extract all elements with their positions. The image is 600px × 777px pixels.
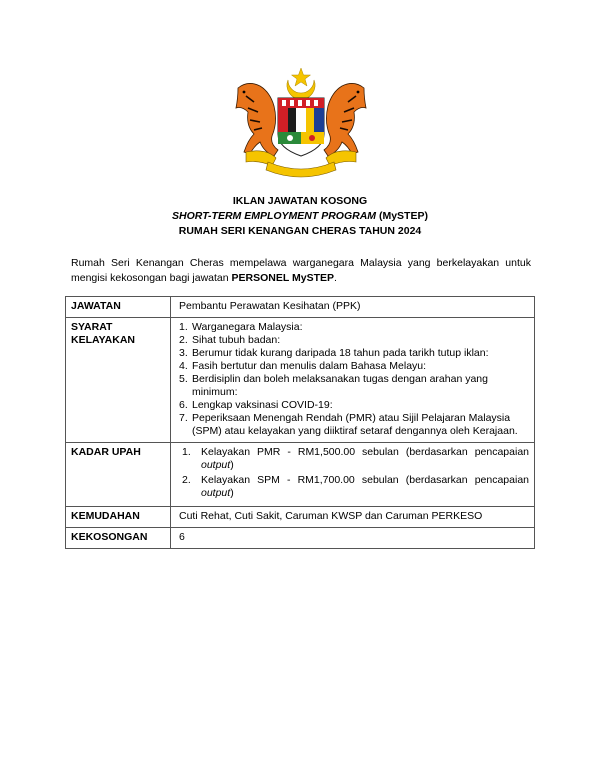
list-number: 7.	[179, 412, 188, 424]
title-line-2-italic: SHORT-TERM EMPLOYMENT PROGRAM	[172, 210, 377, 222]
table-row	[66, 297, 535, 318]
list-text: Warganegara Malaysia:	[192, 321, 303, 333]
list-text-italic: output	[201, 487, 231, 499]
list-item	[179, 412, 529, 438]
list-number: 5.	[179, 373, 188, 385]
list-number: 2.	[182, 474, 191, 486]
table-row	[66, 507, 535, 528]
list-number: 3.	[179, 347, 188, 359]
title-line-2	[0, 209, 600, 224]
row-label-jawatan: JAWATAN	[66, 297, 171, 318]
row-label-syarat: SYARAT KELAYAKAN	[66, 318, 171, 443]
list-item	[179, 446, 529, 472]
list-number: 4.	[179, 360, 188, 372]
list-text: Lengkap vaksinasi COVID-19:	[192, 399, 333, 411]
table-row	[66, 318, 535, 443]
row-label-kemudahan: KEMUDAHAN	[66, 507, 171, 528]
title-block	[0, 194, 600, 239]
list-text: Sihat tubuh badan:	[192, 334, 281, 346]
row-label-kadar: KADAR UPAH	[66, 443, 171, 507]
list-number: 2.	[179, 334, 188, 346]
list-item	[179, 373, 529, 399]
intro-position: PERSONEL MySTEP	[231, 272, 335, 284]
list-text: Berumur tidak kurang daripada 18 tahun pada tarikh tutup iklan:	[192, 347, 489, 359]
row-label-kekosongan: KEKOSONGAN	[66, 528, 171, 549]
requirements-table	[65, 296, 535, 549]
list-number: 6.	[179, 399, 188, 411]
list-item	[179, 360, 529, 373]
title-line-3: RUMAH SERI KENANGAN CHERAS TAHUN 2024	[178, 225, 422, 237]
list-text-italic: output	[201, 459, 231, 471]
list-item	[179, 474, 529, 500]
list-number: 1.	[179, 321, 188, 333]
list-text: Fasih bertutur dan menulis dalam Bahasa Melayu:	[192, 360, 427, 372]
list-item	[179, 347, 529, 360]
list-text: Berdisiplin dan boleh melaksanakan tugas dengan arahan yang minimum:	[192, 373, 488, 398]
intro-end: .	[334, 272, 337, 284]
row-value-kemudahan: Cuti Rehat, Cuti Sakit, Caruman KWSP dan Caruman PERKESO	[171, 507, 535, 528]
list-item	[179, 399, 529, 412]
list-text-end: )	[230, 459, 234, 471]
list-item	[179, 334, 529, 347]
intro-text: Rumah Seri Kenangan Cheras mempelawa warganegara Malaysia yang berkelayakan untuk mengisi kekosongan bagi jawatan	[71, 257, 531, 284]
row-value-kadar	[171, 443, 535, 507]
kadar-list	[179, 446, 529, 500]
table-row	[66, 443, 535, 507]
title-line-1: IKLAN JAWATAN KOSONG	[232, 195, 368, 207]
row-value-kekosongan: 6	[171, 528, 535, 549]
list-text: Peperiksaan Menengah Rendah (PMR) atau Sijil Pelajaran Malaysia (SPM) atau kelayakan yang diiktiraf setaraf dengannya oleh Kerajaan.	[192, 412, 518, 437]
list-text-end: )	[230, 487, 234, 499]
table-row	[66, 528, 535, 549]
list-number: 1.	[182, 446, 191, 458]
list-item	[179, 321, 529, 334]
coat-of-arms-logo	[228, 66, 374, 180]
intro-paragraph	[71, 256, 531, 286]
list-text: Kelayakan SPM - RM1,700.00 sebulan (berdasarkan pencapaian	[201, 474, 529, 486]
row-value-syarat	[171, 318, 535, 443]
title-line-2-rest: (MySTEP)	[376, 210, 428, 222]
list-text: Kelayakan PMR - RM1,500.00 sebulan (berdasarkan pencapaian	[201, 446, 529, 458]
row-value-jawatan: Pembantu Perawatan Kesihatan (PPK)	[171, 297, 535, 318]
syarat-list	[179, 321, 529, 438]
